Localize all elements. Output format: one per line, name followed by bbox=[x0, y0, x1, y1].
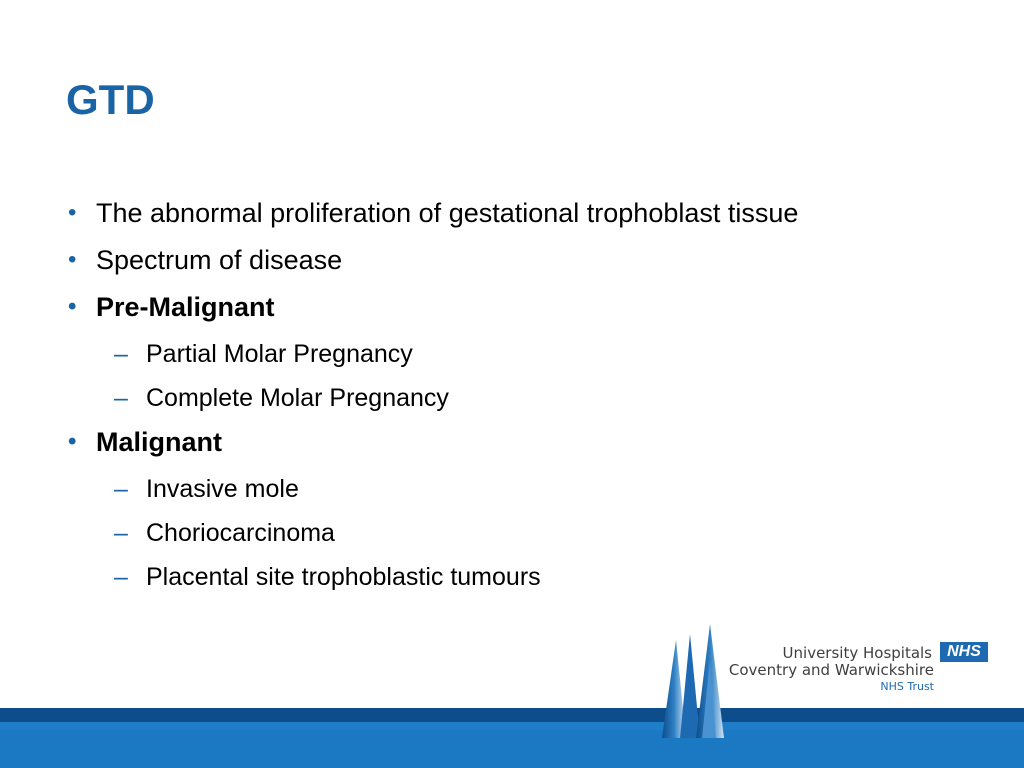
bullet-text: Malignant bbox=[96, 427, 222, 457]
sub-bullet-item bbox=[114, 381, 988, 415]
bullet-icon: • bbox=[68, 293, 77, 320]
bullet-text: Pre-Malignant bbox=[96, 292, 275, 322]
dash-icon: – bbox=[114, 519, 128, 547]
sub-bullet-item bbox=[114, 516, 988, 550]
sub-bullet-item bbox=[114, 337, 988, 371]
bullet-icon: • bbox=[68, 246, 77, 273]
sub-bullet-item bbox=[114, 560, 988, 594]
sub-bullet-text: Choriocarcinoma bbox=[146, 519, 335, 547]
footer-band-dark bbox=[0, 708, 1024, 722]
dash-icon: – bbox=[114, 340, 128, 368]
dash-icon: – bbox=[114, 384, 128, 412]
nhs-logo: NHS bbox=[940, 642, 988, 662]
bullet-item bbox=[68, 290, 988, 324]
sub-bullet-item bbox=[114, 472, 988, 506]
spire-middle bbox=[680, 634, 700, 738]
bullet-icon: • bbox=[68, 428, 77, 455]
dash-icon: – bbox=[114, 475, 128, 503]
sub-bullet-text: Invasive mole bbox=[146, 475, 299, 503]
bullet-list bbox=[68, 196, 988, 604]
sub-bullet-text: Complete Molar Pregnancy bbox=[146, 384, 449, 412]
dash-icon: – bbox=[114, 563, 128, 591]
slide-title: GTD bbox=[66, 76, 155, 123]
bullet-item bbox=[68, 196, 988, 230]
sub-bullet-text: Placental site trophoblastic tumours bbox=[146, 563, 541, 591]
bullet-text: Spectrum of disease bbox=[96, 245, 343, 275]
trust-name-line2: Coventry and Warwickshire bbox=[728, 661, 934, 679]
spire-left bbox=[662, 640, 686, 738]
spire-right bbox=[696, 624, 724, 738]
bullet-icon: • bbox=[68, 199, 77, 226]
bullet-text: The abnormal proliferation of gestational trophoblast tissue bbox=[96, 198, 799, 228]
bullet-item bbox=[68, 425, 988, 459]
nhs-trust-label: NHS Trust bbox=[880, 680, 934, 693]
trust-name-line1: University Hospitals bbox=[782, 644, 932, 662]
bullet-item bbox=[68, 243, 988, 277]
footer-band-light bbox=[0, 722, 1024, 768]
sub-bullet-text: Partial Molar Pregnancy bbox=[146, 340, 413, 368]
